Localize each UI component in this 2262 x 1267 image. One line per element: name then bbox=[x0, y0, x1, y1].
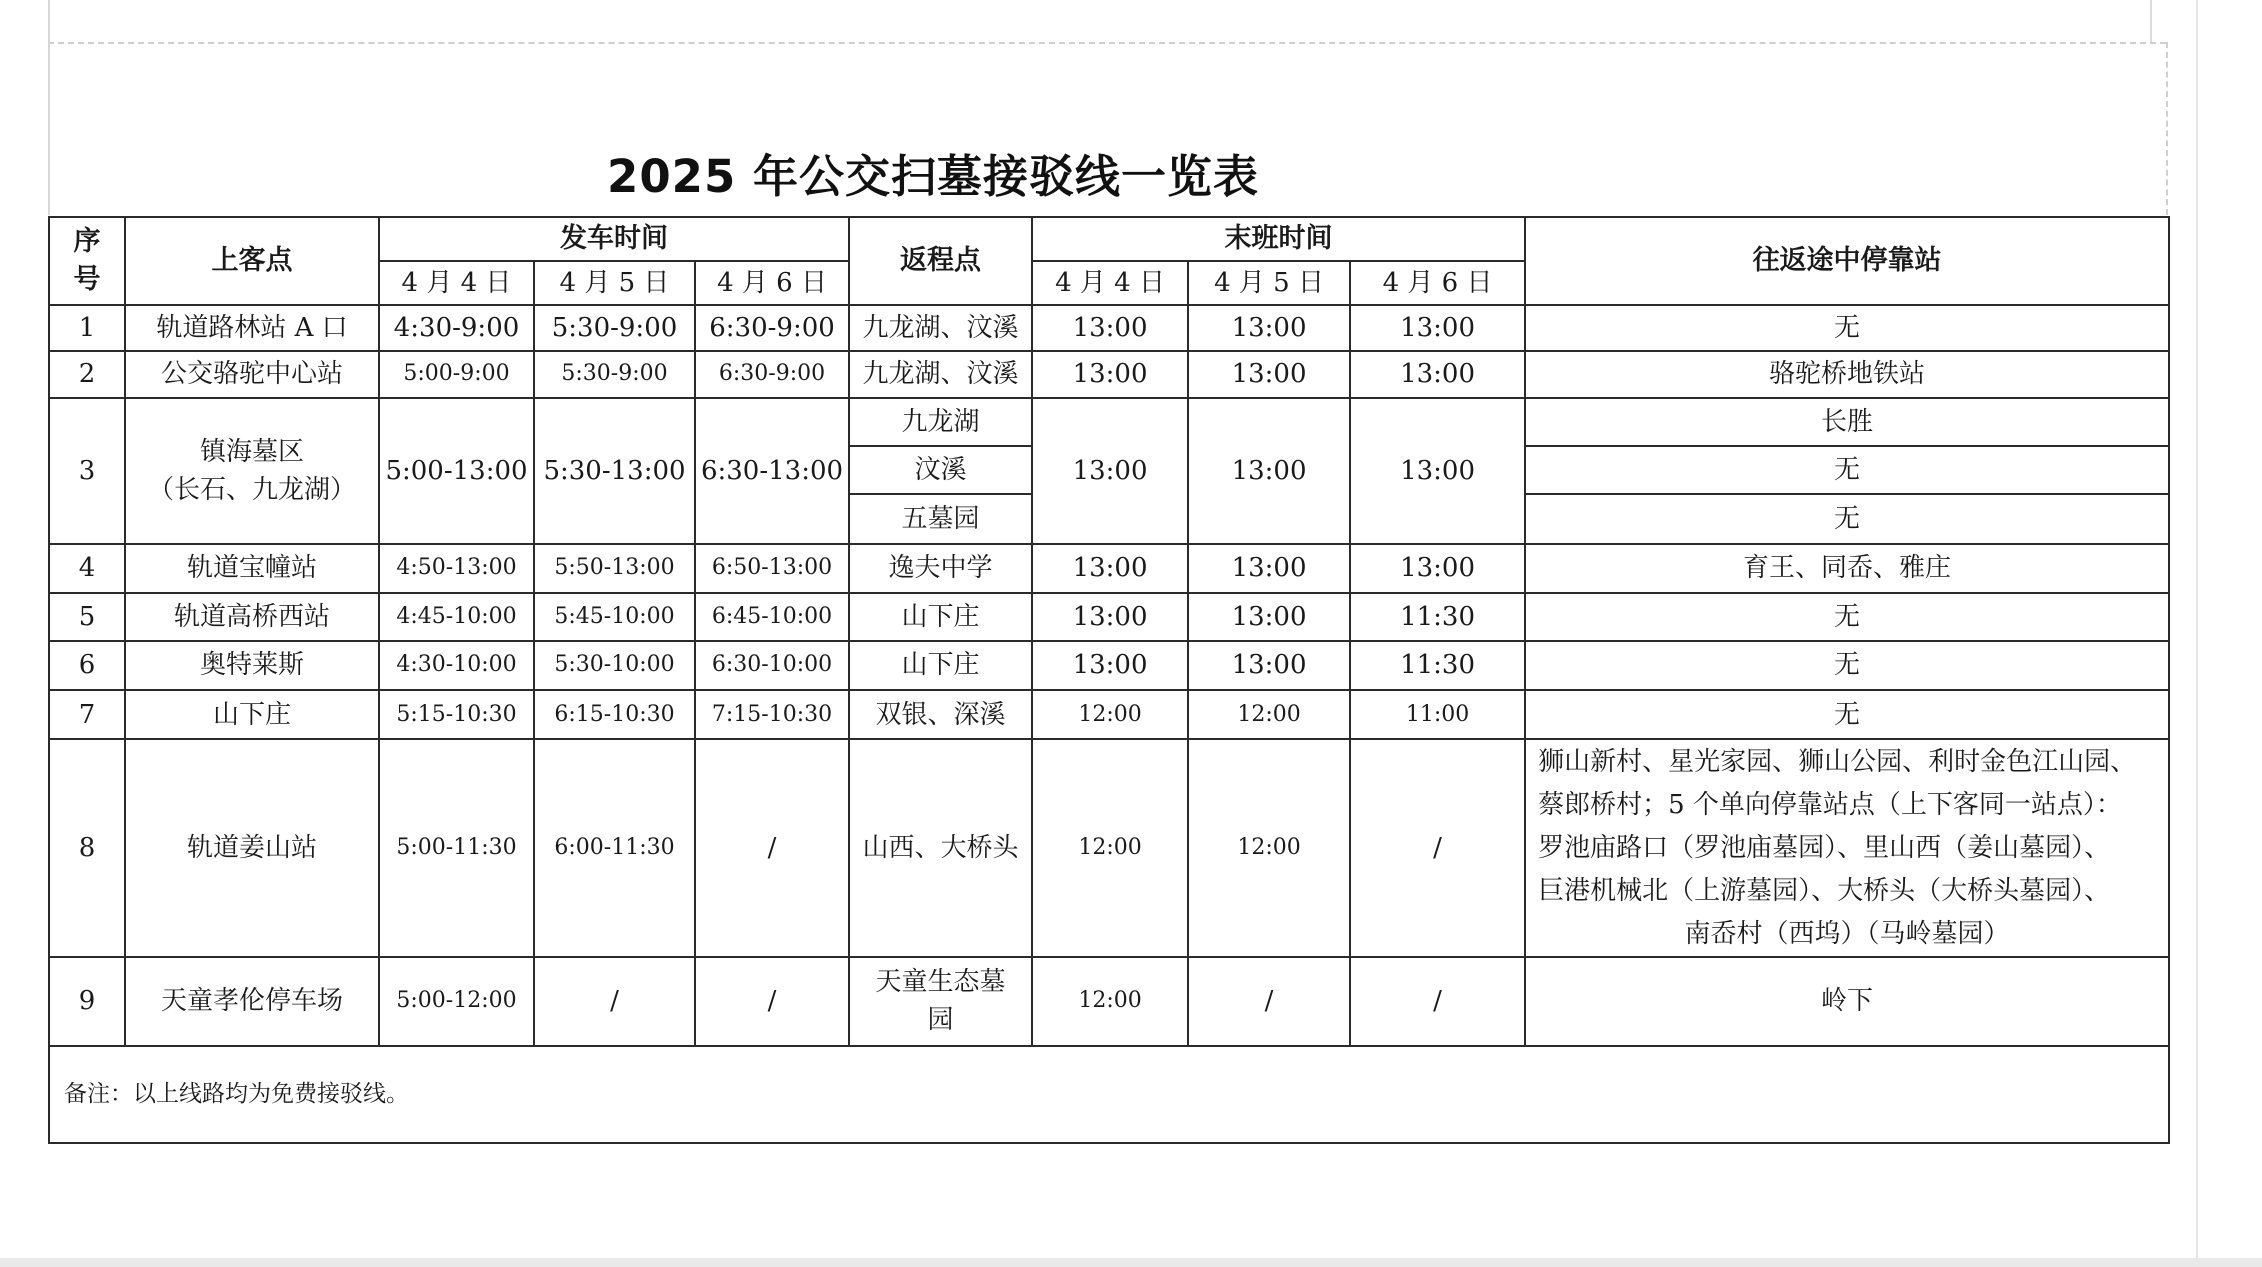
cell-return: 山下庄 bbox=[849, 593, 1032, 641]
cell-return: 天童生态墓 园 bbox=[849, 957, 1032, 1045]
cell-no: 3 bbox=[49, 398, 125, 545]
cell-no: 5 bbox=[49, 593, 125, 641]
margin-guide-top bbox=[48, 42, 2166, 44]
table-row bbox=[49, 641, 2169, 690]
cell-pickup: 奥特莱斯 bbox=[125, 641, 379, 690]
cell-depart: 5:00-12:00 bbox=[379, 957, 534, 1045]
cell-last: 13:00 bbox=[1188, 351, 1350, 398]
cell-stops: 无 bbox=[1525, 305, 2169, 350]
cell-return: 五墓园 bbox=[849, 494, 1032, 544]
cell-stops: 长胜 bbox=[1525, 398, 2169, 446]
cell-depart: / bbox=[534, 957, 695, 1045]
cell-stops: 育王、同岙、雅庄 bbox=[1525, 544, 2169, 592]
header-return-point: 返程点 bbox=[849, 217, 1032, 305]
cell-depart: 4:30-9:00 bbox=[379, 305, 534, 350]
header-last-date: 4 月 5 日 bbox=[1188, 261, 1350, 305]
cell-last: / bbox=[1350, 957, 1525, 1045]
cell-depart: 5:45-10:00 bbox=[534, 593, 695, 641]
cell-no: 6 bbox=[49, 641, 125, 690]
cell-depart: 6:30-9:00 bbox=[695, 351, 849, 398]
cell-last: 12:00 bbox=[1188, 690, 1350, 739]
cell-stops: 无 bbox=[1525, 690, 2169, 739]
table-row bbox=[49, 544, 2169, 592]
cell-last: 11:30 bbox=[1350, 593, 1525, 641]
cell-return: 九龙湖 bbox=[849, 398, 1032, 446]
cell-last: 13:00 bbox=[1188, 544, 1350, 592]
cell-depart: 4:50-13:00 bbox=[379, 544, 534, 592]
page-edge-marker bbox=[2150, 0, 2152, 42]
cell-last: 13:00 bbox=[1032, 593, 1188, 641]
cell-pickup: 公交骆驼中心站 bbox=[125, 351, 379, 398]
cell-return: 汶溪 bbox=[849, 446, 1032, 494]
cell-depart: 4:30-10:00 bbox=[379, 641, 534, 690]
table-row bbox=[49, 690, 2169, 739]
header-last-date: 4 月 6 日 bbox=[1350, 261, 1525, 305]
cell-last: 12:00 bbox=[1188, 739, 1350, 957]
cell-return: 山西、大桥头 bbox=[849, 739, 1032, 957]
cell-last: 12:00 bbox=[1032, 739, 1188, 957]
document-title: 2025 年公交扫墓接驳线一览表 bbox=[607, 150, 1259, 203]
cell-pickup: 镇海墓区 （长石、九龙湖） bbox=[125, 398, 379, 545]
cell-depart: 6:00-11:30 bbox=[534, 739, 695, 957]
cell-depart: 5:00-11:30 bbox=[379, 739, 534, 957]
cell-depart: 6:30-9:00 bbox=[695, 305, 849, 350]
table-row bbox=[49, 739, 2169, 957]
cell-depart: 5:15-10:30 bbox=[379, 690, 534, 739]
cell-stops: 无 bbox=[1525, 446, 2169, 494]
header-depart-date: 4 月 5 日 bbox=[534, 261, 695, 305]
cell-stops: 无 bbox=[1525, 641, 2169, 690]
cell-last: 12:00 bbox=[1032, 690, 1188, 739]
header-depart-time: 发车时间 bbox=[379, 217, 849, 261]
cell-last: 13:00 bbox=[1188, 305, 1350, 350]
cell-depart: 5:00-9:00 bbox=[379, 351, 534, 398]
cell-no: 8 bbox=[49, 739, 125, 957]
cell-stops: 无 bbox=[1525, 494, 2169, 544]
cell-return: 九龙湖、汶溪 bbox=[849, 305, 1032, 350]
cell-depart: 6:15-10:30 bbox=[534, 690, 695, 739]
cell-stops: 狮山新村、星光家园、狮山公园、利时金色江山园、 蔡郎桥村；5 个单向停靠站点（上下客同一站点）： 罗池庙路口（罗池庙墓园）、里山西（姜山墓园）、 巨港机械北（上游墓园）、大桥头（大桥头墓园）、 南岙村（西坞）（马岭墓园） bbox=[1525, 739, 2169, 957]
cell-pickup: 轨道路林站 A 口 bbox=[125, 305, 379, 350]
cell-depart: 6:50-13:00 bbox=[695, 544, 849, 592]
header-row-1 bbox=[49, 217, 2169, 261]
cell-last: 13:00 bbox=[1032, 398, 1188, 545]
cell-return: 九龙湖、汶溪 bbox=[849, 351, 1032, 398]
cell-last: 11:00 bbox=[1350, 690, 1525, 739]
cell-no: 4 bbox=[49, 544, 125, 592]
cell-last: 13:00 bbox=[1350, 398, 1525, 545]
cell-depart: 5:30-10:00 bbox=[534, 641, 695, 690]
cell-depart: / bbox=[695, 739, 849, 957]
header-seq: 序 号 bbox=[49, 217, 125, 305]
cell-last: 13:00 bbox=[1188, 398, 1350, 545]
header-depart-date: 4 月 4 日 bbox=[379, 261, 534, 305]
note-row bbox=[49, 1046, 2169, 1144]
cell-no: 1 bbox=[49, 305, 125, 350]
cell-pickup: 轨道高桥西站 bbox=[125, 593, 379, 641]
cell-pickup: 轨道姜山站 bbox=[125, 739, 379, 957]
cell-last: 13:00 bbox=[1032, 351, 1188, 398]
page-bottom-edge bbox=[0, 1258, 2262, 1267]
cell-stops: 岭下 bbox=[1525, 957, 2169, 1045]
cell-last: 13:00 bbox=[1032, 305, 1188, 350]
cell-stops: 骆驼桥地铁站 bbox=[1525, 351, 2169, 398]
cell-depart: 5:50-13:00 bbox=[534, 544, 695, 592]
table-row bbox=[49, 305, 2169, 350]
table-row bbox=[49, 593, 2169, 641]
table-row bbox=[49, 351, 2169, 398]
header-stops: 往返途中停靠站 bbox=[1525, 217, 2169, 305]
cell-depart: 5:00-13:00 bbox=[379, 398, 534, 545]
cell-return: 逸夫中学 bbox=[849, 544, 1032, 592]
header-pickup: 上客点 bbox=[125, 217, 379, 305]
shuttle-schedule-table bbox=[48, 216, 2170, 1144]
cell-pickup: 山下庄 bbox=[125, 690, 379, 739]
table-row bbox=[49, 398, 2169, 446]
cell-depart: 6:45-10:00 bbox=[695, 593, 849, 641]
cell-last: 11:30 bbox=[1350, 641, 1525, 690]
cell-return: 山下庄 bbox=[849, 641, 1032, 690]
header-last-time: 末班时间 bbox=[1032, 217, 1525, 261]
cell-depart: 6:30-13:00 bbox=[695, 398, 849, 545]
cell-no: 9 bbox=[49, 957, 125, 1045]
cell-depart: 4:45-10:00 bbox=[379, 593, 534, 641]
header-depart-date: 4 月 6 日 bbox=[695, 261, 849, 305]
cell-last: 13:00 bbox=[1188, 641, 1350, 690]
cell-no: 7 bbox=[49, 690, 125, 739]
page-right-edge bbox=[2196, 0, 2198, 1267]
cell-depart: 7:15-10:30 bbox=[695, 690, 849, 739]
table-note: 备注：以上线路均为免费接驳线。 bbox=[49, 1046, 2169, 1144]
cell-depart: 5:30-9:00 bbox=[534, 305, 695, 350]
cell-depart: / bbox=[695, 957, 849, 1045]
cell-return: 双银、深溪 bbox=[849, 690, 1032, 739]
cell-last: / bbox=[1350, 739, 1525, 957]
cell-last: 13:00 bbox=[1032, 641, 1188, 690]
cell-stops: 无 bbox=[1525, 593, 2169, 641]
cell-last: 13:00 bbox=[1350, 305, 1525, 350]
cell-pickup: 轨道宝幢站 bbox=[125, 544, 379, 592]
cell-last: / bbox=[1188, 957, 1350, 1045]
cell-depart: 5:30-9:00 bbox=[534, 351, 695, 398]
cell-depart: 5:30-13:00 bbox=[534, 398, 695, 545]
cell-last: 13:00 bbox=[1350, 544, 1525, 592]
header-last-date: 4 月 4 日 bbox=[1032, 261, 1188, 305]
cell-pickup: 天童孝伦停车场 bbox=[125, 957, 379, 1045]
cell-last: 13:00 bbox=[1350, 351, 1525, 398]
cell-last: 13:00 bbox=[1032, 544, 1188, 592]
table-row bbox=[49, 957, 2169, 1045]
margin-guide-right bbox=[2166, 42, 2168, 215]
cell-depart: 6:30-10:00 bbox=[695, 641, 849, 690]
cell-last: 13:00 bbox=[1188, 593, 1350, 641]
page-top-margin bbox=[0, 0, 2262, 42]
cell-last: 12:00 bbox=[1032, 957, 1188, 1045]
cell-no: 2 bbox=[49, 351, 125, 398]
